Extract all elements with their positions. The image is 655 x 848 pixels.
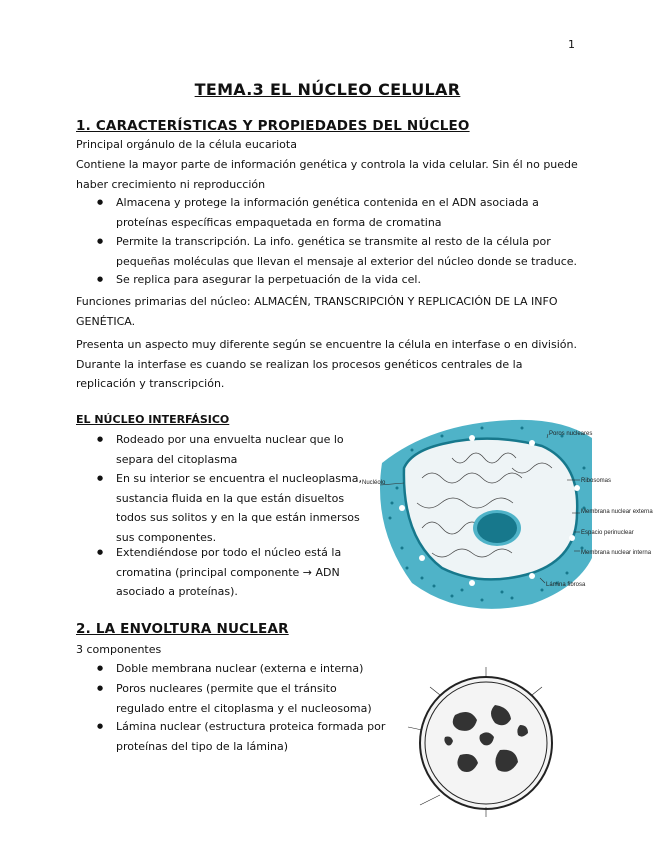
bullet-item: ● Lámina nuclear (estructura proteica formada por proteínas del tipo de la lámina) xyxy=(97,717,387,756)
envelope-diagram xyxy=(400,655,572,827)
bullet-item: ● Rodeado por una envuelta nuclear que lo separa del citoplasma xyxy=(97,430,369,469)
nucleus-diagram xyxy=(362,408,653,614)
label-nucleolo: Nucléolo xyxy=(362,480,386,486)
label-espacio: Espacio perinuclear xyxy=(581,530,634,536)
intro-line-1: Principal orgánulo de la célula eucariota xyxy=(76,138,297,151)
bullet-item: ● Extendiéndose por todo el núcleo está la cromatina (principal componente → ADN asociado a proteínas). xyxy=(97,543,369,602)
intro-line-2: Contiene la mayor parte de información genética y controla la vida celular. Sin él no puede haber crecimiento ni reproducción xyxy=(76,158,578,191)
bullet-item: ● Se replica para asegurar la perpetuación de la vida cel. xyxy=(97,270,567,290)
label-membrana-externa: Membrana nuclear externa xyxy=(581,509,653,515)
interphase-heading: EL NÚCLEO INTERFÁSICO xyxy=(76,413,230,426)
functions-paragraph: Funciones primarias del núcleo: ALMACÉN, TRANSCRIPCIÓN Y REPLICACIÓN DE LA INFO GENÉTICA. xyxy=(76,295,558,328)
label-membrana-interna: Membrana nuclear interna xyxy=(581,550,652,556)
label-poros: Poros nucleares xyxy=(549,431,593,437)
bullet-item: ● Almacena y protege la información genética contenida en el ADN asociada a proteínas específicas empaquetada en forma de cromatina xyxy=(97,193,567,232)
section-2-heading: 2. LA ENVOLTURA NUCLEAR xyxy=(76,621,289,637)
label-ribosomas: Ribosomas xyxy=(581,478,612,484)
page-title: TEMA.3 EL NÚCLEO CELULAR xyxy=(194,80,461,99)
bullet-item: ● Permite la transcripción. La info. genética se transmite al resto de la célula por pequeñas moléculas que llevan el mensaje al exterior del núcleo donde se traduce. xyxy=(97,232,577,271)
label-lamina: Lámina fibrosa xyxy=(546,582,586,588)
page-number: 1 xyxy=(568,38,575,51)
aspect-paragraph: Presenta un aspecto muy diferente según se encuentre la célula en interfase o en división. Durante la interfase es cuando se realizan los procesos genéticos centrales de la replicación y transcripción. xyxy=(76,338,577,390)
bullet-item: ● En su interior se encuentra el nucleoplasma, sustancia fluida en la que están disueltos todos sus solitos y en la que están inmersos sus componentes. xyxy=(97,469,369,547)
bullet-item: ● Doble membrana nuclear (externa e interna) xyxy=(97,659,387,679)
nuclear-envelope xyxy=(404,439,577,580)
bullet-item: ● Poros nucleares (permite que el tránsito regulado entre el citoplasma y el nucleosoma) xyxy=(97,679,387,718)
nucleolus xyxy=(473,510,521,546)
components-intro: 3 componentes xyxy=(76,643,162,656)
section-1-heading: 1. CARACTERÍSTICAS Y PROPIEDADES DEL NÚCLEO xyxy=(76,118,470,134)
